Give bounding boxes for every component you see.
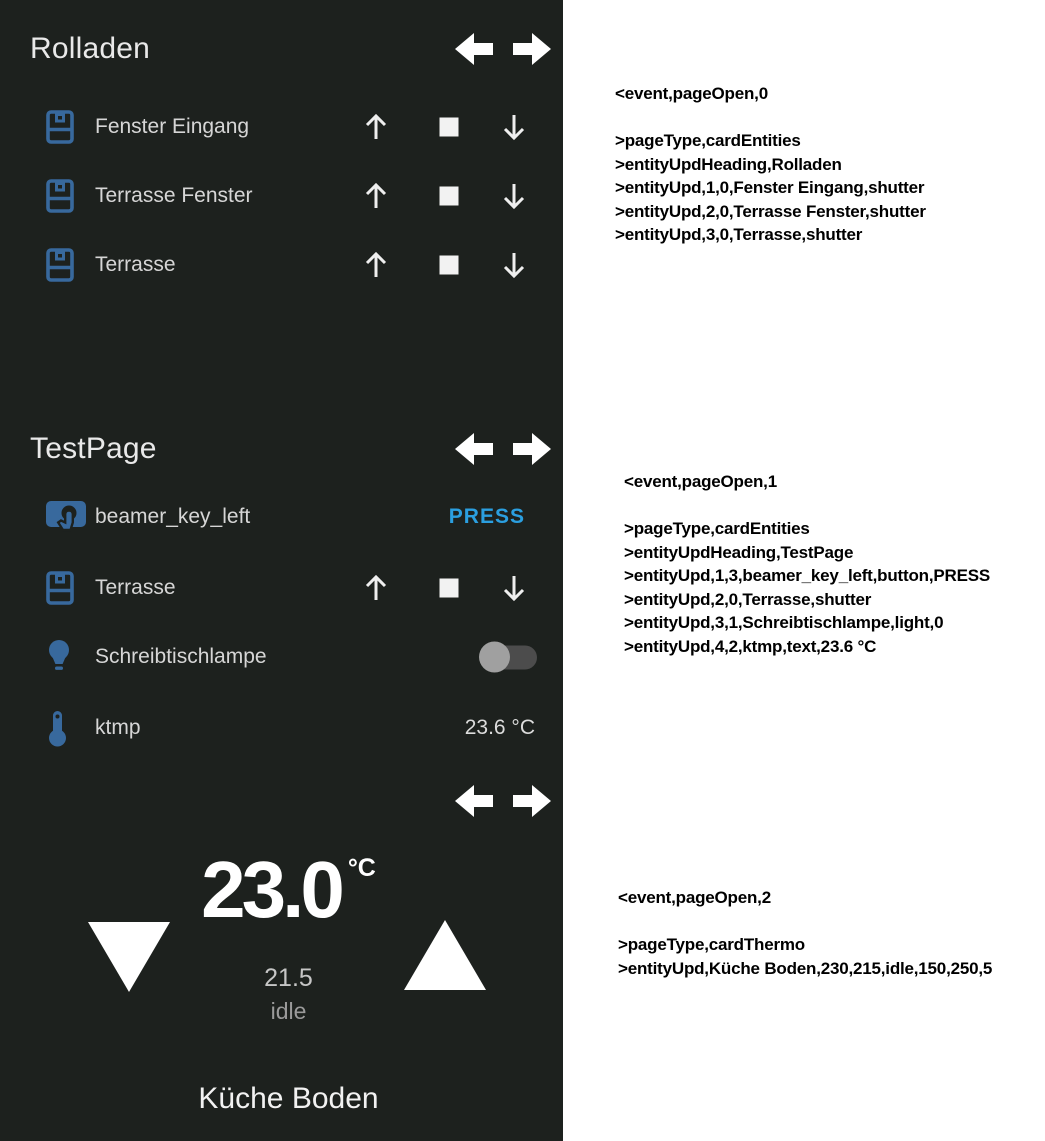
protocol-line	[618, 910, 992, 934]
nav-left-arrow-icon[interactable]	[455, 433, 493, 465]
entity-row	[0, 171, 563, 221]
protocol-line: >entityUpd,Küche Boden,230,215,idle,150,250,5	[618, 958, 993, 978]
shutter-stop-button[interactable]	[440, 256, 459, 275]
target-temperature: 21.5	[264, 964, 313, 992]
shutter-up-button[interactable]	[362, 181, 390, 211]
entity-label: Fenster Eingang	[95, 115, 250, 138]
nav-right-arrow-icon[interactable]	[513, 33, 551, 65]
protocol-line: <event,pageOpen,0	[615, 84, 768, 103]
stop-square-icon	[440, 187, 459, 206]
card-header	[30, 28, 551, 70]
entity-row	[0, 102, 563, 152]
protocol-line: >pageType,cardEntities	[624, 519, 810, 538]
entity-row	[0, 240, 563, 290]
protocol-line	[624, 494, 990, 518]
thermostat-name: Küche Boden	[198, 1082, 379, 1115]
card-thermo	[0, 770, 563, 1141]
shutter-stop-button[interactable]	[440, 118, 459, 137]
tap-button-icon	[44, 498, 88, 536]
protocol-line: >entityUpdHeading,Rolladen	[615, 154, 842, 174]
shutter-down-button[interactable]	[500, 250, 528, 280]
shutter-down-button[interactable]	[500, 573, 528, 603]
nav-right-arrow-icon[interactable]	[513, 785, 551, 817]
press-button[interactable]: PRESS	[448, 505, 525, 528]
protocol-line: >entityUpd,4,2,ktmp,text,23.6 °C	[624, 636, 877, 656]
page-title: Rolladen	[30, 32, 151, 65]
lightbulb-icon	[46, 639, 72, 675]
shutter-down-button[interactable]	[500, 112, 528, 142]
thermometer-icon	[46, 709, 69, 747]
nav-right-arrow-icon[interactable]	[513, 433, 551, 465]
protocol-line: >entityUpd,3,0,Terrasse,shutter	[615, 225, 863, 244]
entity-label: Terrasse Fenster	[95, 184, 253, 207]
protocol-line: >entityUpd,1,0,Fenster Eingang,shutter	[615, 178, 925, 197]
shutter-icon	[46, 571, 74, 605]
protocol-block-page0	[615, 82, 926, 247]
protocol-line: <event,pageOpen,1	[624, 472, 777, 491]
toggle-knob	[479, 642, 510, 673]
protocol-line: >pageType,cardEntities	[615, 131, 801, 150]
nav-left-arrow-icon[interactable]	[455, 33, 493, 65]
page-title: TestPage	[30, 432, 157, 465]
entity-row	[0, 563, 563, 613]
entity-row	[0, 492, 563, 542]
page-nav	[455, 33, 551, 65]
protocol-line: >entityUpd,1,3,beamer_key_left,button,PRESS	[624, 566, 990, 585]
protocol-line: >entityUpd,2,0,Terrasse,shutter	[624, 589, 872, 609]
nav-left-arrow-icon[interactable]	[455, 785, 493, 817]
entity-label: Schreibtischlampe	[95, 645, 267, 668]
card-testpage	[0, 400, 563, 770]
protocol-line: >entityUpdHeading,TestPage	[624, 542, 854, 562]
protocol-block-page2	[618, 886, 992, 980]
page-nav	[455, 433, 551, 465]
sensor-value: 23.6 °C	[464, 716, 535, 739]
stop-square-icon	[440, 256, 459, 275]
current-temperature	[14, 845, 563, 934]
entity-label: ktmp	[95, 716, 141, 739]
shutter-up-button[interactable]	[362, 250, 390, 280]
shutter-icon	[46, 110, 74, 144]
protocol-line: <event,pageOpen,2	[618, 888, 771, 907]
shutter-icon	[46, 179, 74, 213]
entity-row	[0, 632, 563, 682]
protocol-line: >entityUpd,3,1,Schreibtischlampe,light,0	[624, 613, 944, 632]
protocol-line: >pageType,cardThermo	[618, 935, 805, 954]
shutter-icon	[46, 248, 74, 282]
entity-label: beamer_key_left	[95, 505, 251, 528]
current-temperature-value: 23.0	[201, 845, 341, 934]
temperature-unit: °C	[347, 854, 376, 882]
entity-label: Terrasse	[95, 576, 176, 599]
entity-row	[0, 703, 563, 753]
protocol-line	[615, 106, 926, 130]
page-nav	[455, 785, 551, 817]
stop-square-icon	[440, 579, 459, 598]
shutter-stop-button[interactable]	[440, 187, 459, 206]
entity-label: Terrasse	[95, 253, 176, 276]
card-rolladen	[0, 0, 563, 400]
hvac-state: idle	[270, 998, 307, 1024]
protocol-block-page1	[624, 470, 990, 658]
light-toggle[interactable]	[479, 642, 537, 673]
protocol-line: >entityUpd,2,0,Terrasse Fenster,shutter	[615, 201, 926, 221]
shutter-up-button[interactable]	[362, 112, 390, 142]
card-header	[30, 428, 551, 470]
shutter-down-button[interactable]	[500, 181, 528, 211]
stop-square-icon	[440, 118, 459, 137]
shutter-stop-button[interactable]	[440, 579, 459, 598]
shutter-up-button[interactable]	[362, 573, 390, 603]
